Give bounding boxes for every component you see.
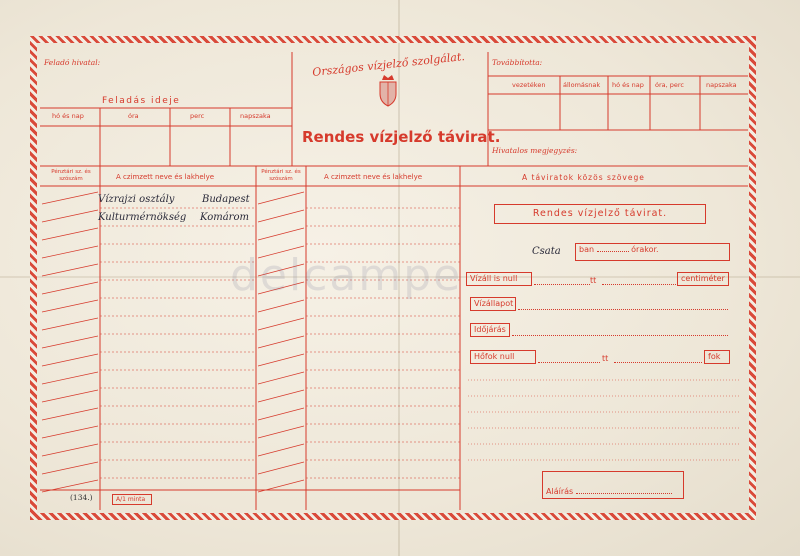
message-title-box: Rendes vízjelző távirat. (494, 204, 706, 224)
sender-office-label: Feladó hivatal: (44, 58, 101, 67)
entry-1-place: Budapest (202, 194, 250, 205)
temperature-box: Hőfok null (470, 350, 536, 364)
official-note-label: Hivatalos megjegyzés: (492, 146, 578, 155)
orakor-label: órakor. (631, 245, 659, 254)
forward-col-time: óra, perc (655, 81, 684, 89)
forward-col-station: állomásnak (563, 81, 601, 89)
weather-box: Időjárás (470, 323, 510, 337)
submit-col-daypart: napszaka (240, 112, 271, 120)
water-state-box: Vízállapot (470, 297, 516, 311)
centimeter-box: centiméter (677, 272, 729, 286)
forward-col-date: hó és nap (612, 81, 644, 89)
model-label: A/1 minta (112, 494, 152, 505)
forwarded-label: Továbbította: (492, 58, 543, 67)
location-value: Csata (532, 246, 561, 257)
water-level-box: Vízáll is null (466, 272, 532, 286)
cashier-header-1: Pénztári sz. és szószám (51, 169, 91, 182)
watermark: delcampe (230, 250, 463, 301)
signature-box (542, 471, 684, 499)
agency-title: Országos vízjelző szolgálat. (311, 50, 466, 79)
entry-2-place: Komárom (200, 212, 249, 223)
addressee-header-2: A czimzett neve és lakhelye (324, 173, 423, 181)
forward-col-daypart: napszaka (706, 81, 737, 89)
entry-2-name: Kulturmérnökség (98, 212, 187, 223)
submit-col-date: hó és nap (52, 112, 84, 120)
coat-of-arms-icon (380, 75, 396, 106)
submit-col-minute: perc (190, 112, 205, 120)
common-text-header: A táviratok közös szövege (522, 173, 645, 182)
forward-col-wire: vezetéken (512, 81, 546, 89)
ban-label: ban (579, 245, 595, 254)
submit-time-label: Feladás ideje (102, 96, 181, 106)
tt2-label: tt (602, 354, 609, 363)
form-title: Rendes vízjelző távirat. (302, 128, 501, 146)
form-number: (134.) (70, 493, 93, 502)
submit-col-hour: óra (128, 112, 139, 120)
cashier-header-2: Pénztári sz. és szószám (261, 169, 301, 182)
tt-label: tt (590, 276, 597, 285)
addressee-header-1: A czimzett neve és lakhelye (116, 173, 215, 181)
entry-1-name: Vízrajzi osztály (98, 194, 175, 205)
time-box (575, 243, 730, 261)
signature-label: Aláírás (546, 487, 574, 496)
degree-box: fok (704, 350, 730, 364)
